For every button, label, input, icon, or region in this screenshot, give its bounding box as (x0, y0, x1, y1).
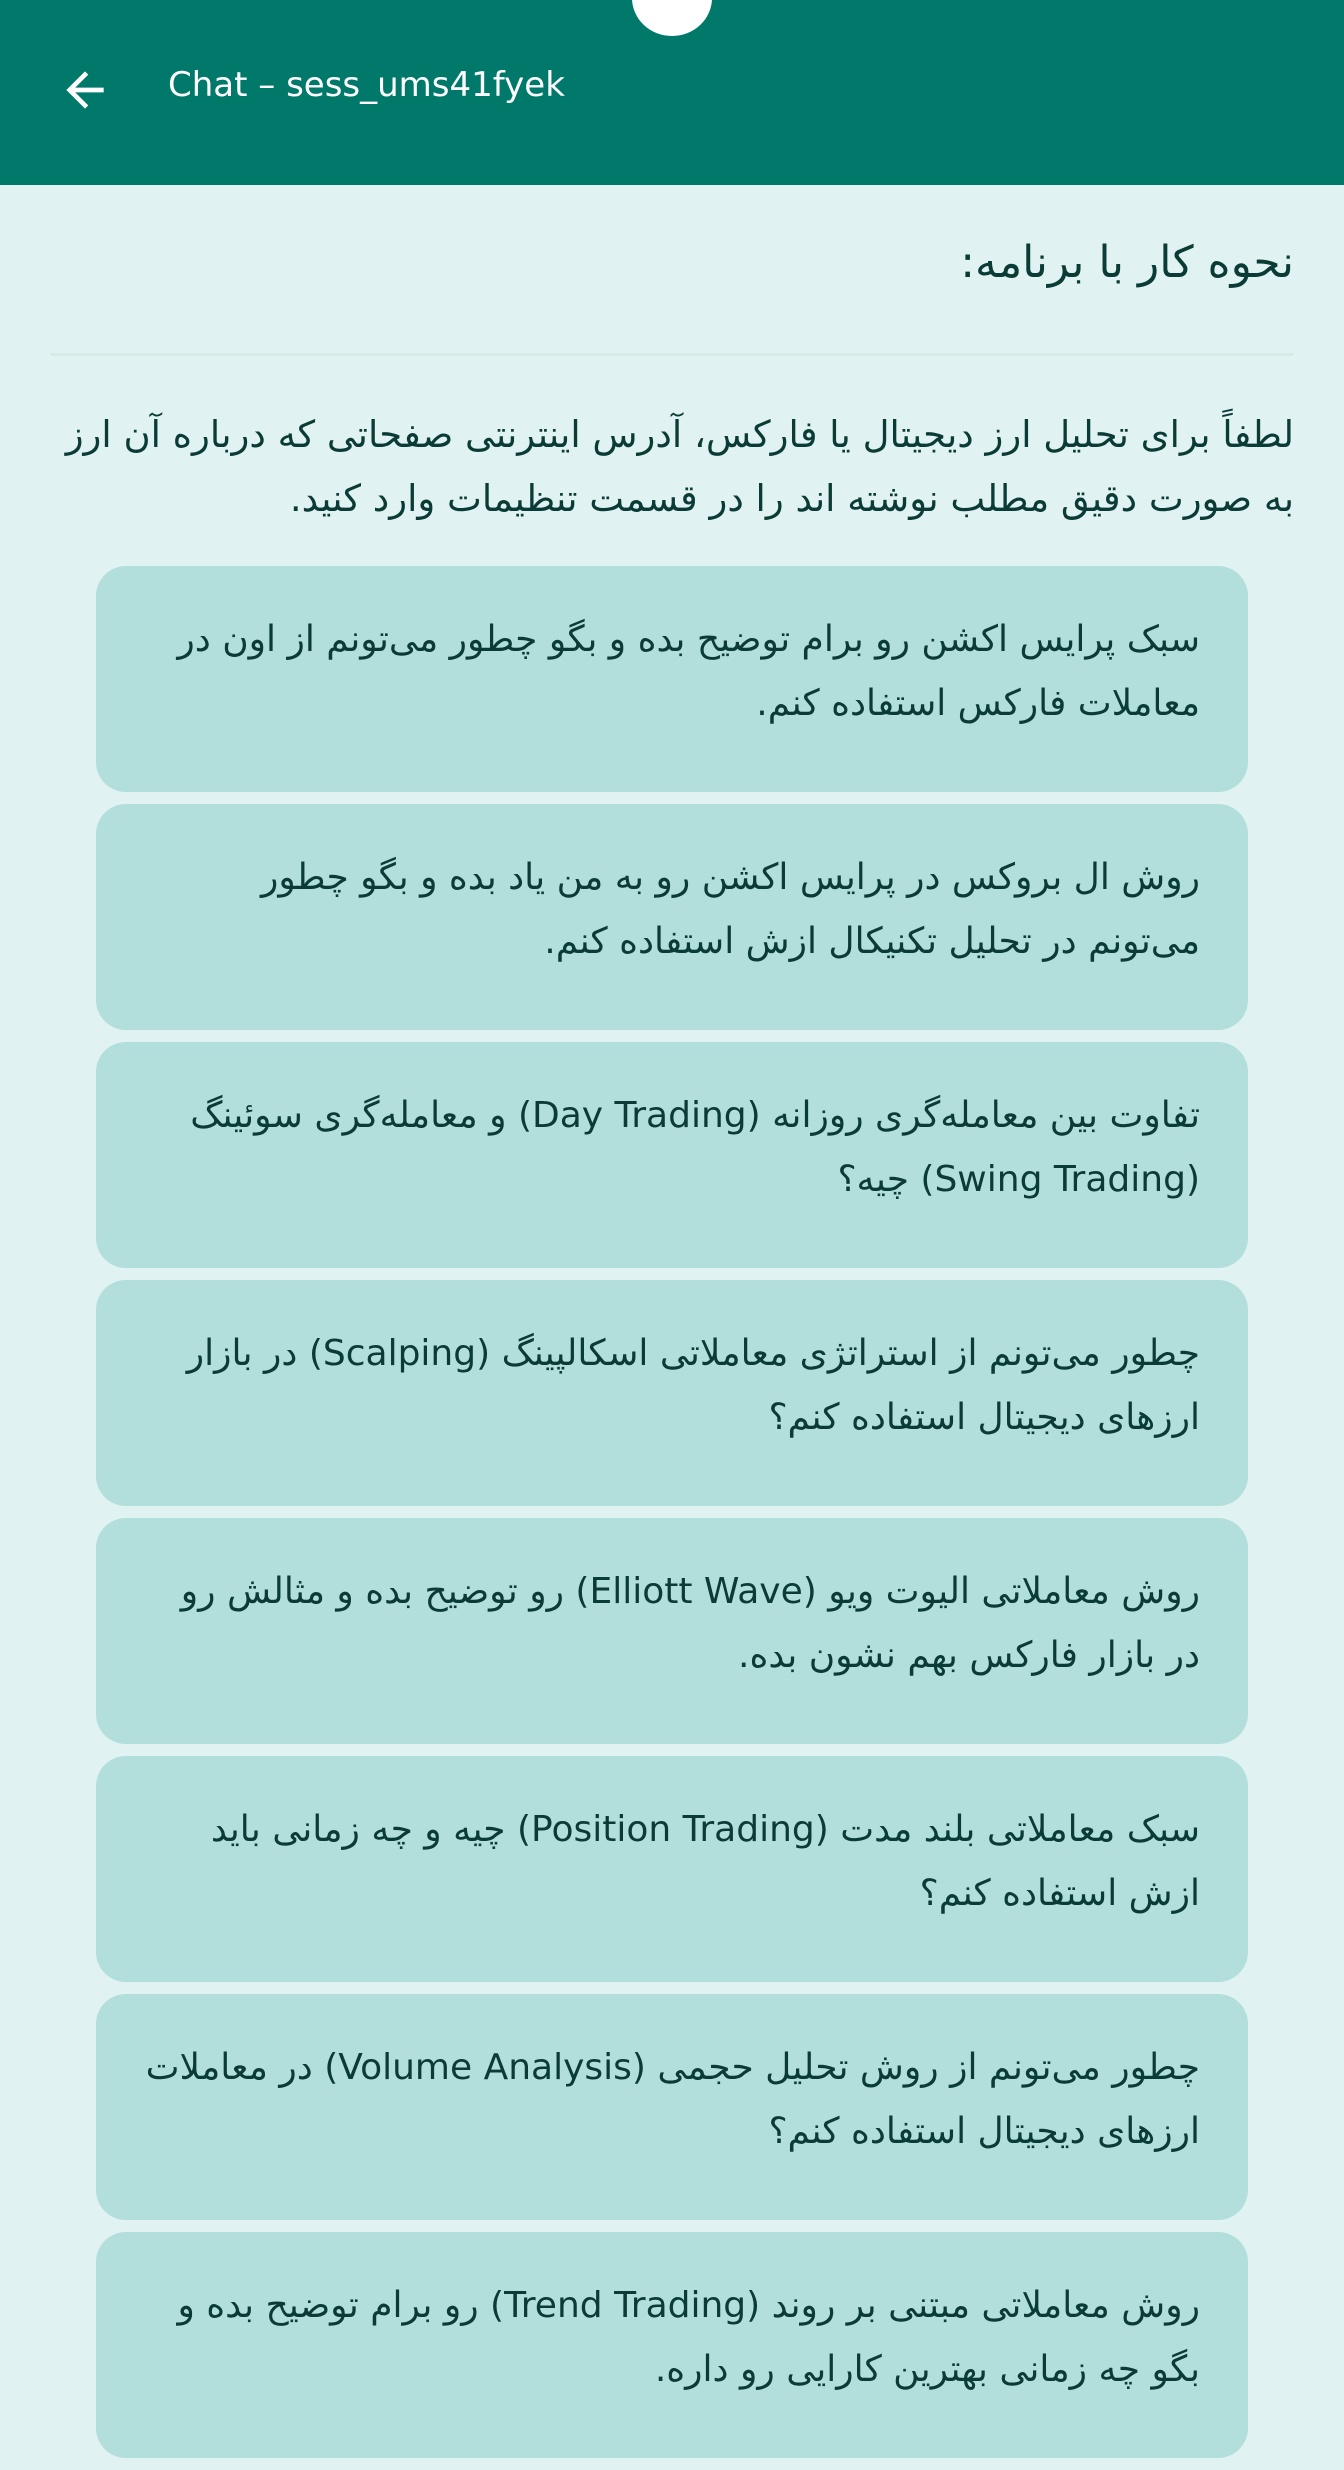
app-bar (0, 0, 1344, 185)
suggestion-card-trend-trading[interactable]: روش معاملاتی مبتنی بر روند (Trend Trading) رو برام توضیح بده و بگو چه زمانی بهترین کارایی رو داره. (96, 2232, 1248, 2458)
suggestion-list (96, 566, 1248, 2470)
camera-cutout (632, 0, 712, 36)
instructions-text: لطفاً برای تحلیل ارز دیجیتال یا فارکس، آدرس اینترنتی صفحاتی که درباره آن ارز به صورت دقیق مطلب نوشته اند را در قسمت تنظیمات وارد کنید. (65, 413, 1294, 520)
suggestion-card-day-vs-swing[interactable]: تفاوت بین معامله‌گری روزانه (Day Trading) و معامله‌گری سوئینگ (Swing Trading) چیه؟ (96, 1042, 1248, 1268)
arrow-left-icon (57, 62, 113, 118)
page-title: Chat – sess_ums41fyek (168, 65, 565, 105)
suggestion-card-volume-analysis[interactable]: چطور می‌تونم از روش تحلیل حجمی (Volume Analysis) در معاملات ارزهای دیجیتال استفاده کنم؟ (96, 1994, 1248, 2220)
suggestion-card-scalping[interactable]: چطور می‌تونم از استراتژی معاملاتی اسکالپینگ (Scalping) در بازار ارزهای دیجیتال استفاده کنم؟ (96, 1280, 1248, 1506)
suggestion-card-elliott-wave[interactable]: روش معاملاتی الیوت ویو (Elliott Wave) رو توضیح بده و مثالش رو در بازار فارکس بهم نشون بده. (96, 1518, 1248, 1744)
back-button[interactable] (40, 45, 130, 135)
suggestion-card-position-trading[interactable]: سبک معاملاتی بلند مدت (Position Trading) چیه و چه زمانی باید ازش استفاده کنم؟ (96, 1756, 1248, 1982)
suggestion-card-al-brooks[interactable]: روش ال بروکس در پرایس اکشن رو به من یاد بده و بگو چطور می‌تونم در تحلیل تکنیکال ازش استفاده کنم. (96, 804, 1248, 1030)
section-title: نحوه کار با برنامه: (960, 237, 1294, 288)
suggestion-card-price-action[interactable]: سبک پرایس اکشن رو برام توضیح بده و بگو چطور می‌تونم از اون در معاملات فارکس استفاده کنم. (96, 566, 1248, 792)
divider (50, 353, 1294, 356)
